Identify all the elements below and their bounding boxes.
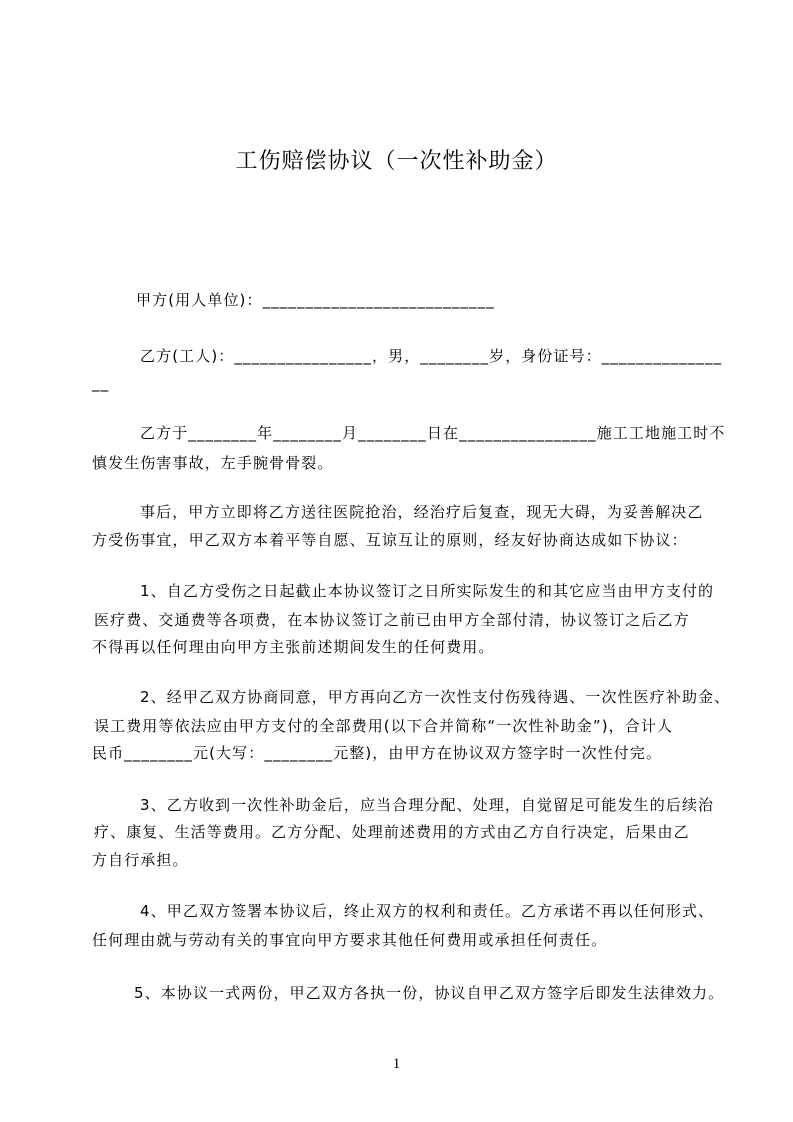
clause-1-line: 医疗费、交通费等各项费，在本协议签订之前已由甲方全部付清，协议签订之后乙方 [94,611,690,629]
clause-1-line: 不得再以任何理由向甲方主张前述期间发生的任何费用。 [92,638,495,656]
incident-line: 慎发生伤害事故，左手腕骨骨裂。 [92,454,334,472]
clause-2-line: 2、经甲乙双方协商同意，甲方再向乙方一次性支付伤残待遇、一次性医疗补助金、 [140,688,731,706]
party-a-line: 甲方(用人单位)：___________________________ [136,291,495,309]
clause-3-line: 3、乙方收到一次性补助金后，应当合理分配、处理，自觉留足可能发生的后续治 [140,796,715,814]
clause-3-line: 方自行承担。 [92,851,189,869]
party-b-line: 乙方(工人)：________________，男，________岁，身份证号：______________ [140,347,723,365]
aftermath-line: 事后，甲方立即将乙方送往医院抢治，经治疗后复查，现无大碍，为妥善解决乙 [140,503,704,521]
party-b-line-cont: __ [92,374,110,392]
clause-5-line: 5、本协议一式两份，甲乙双方各执一份，协议自甲乙双方签字后即发生法律效力。 [134,984,725,1002]
aftermath-line: 方受伤事宜，甲乙双方本着平等自愿、互谅互让的原则，经友好协商达成如下协议： [92,531,688,549]
page-number: 1 [392,1056,401,1072]
clause-2-line: 民币________元(大写：________元整)，由甲方在协议双方签字时一次性付完。 [92,744,663,762]
clause-4-line: 4、甲乙双方签署本协议后，终止双方的权利和责任。乙方承诺不再以任何形式、 [140,902,715,920]
clause-4-line: 任何理由就与劳动有关的事宜向甲方要求其他任何费用或承担任何责任。 [92,931,608,949]
incident-line: 乙方于________年________月________日在________________施工工地施工时不 [140,424,726,442]
document-title: 工伤赔偿协议（一次性补助金） [235,149,558,174]
clause-2-line: 误工费用等依法应由甲方支付的全部费用(以下合并简称“一次性补助金”)，合计人 [94,717,674,735]
clause-1-line: 1、自乙方受伤之日起截止本协议签订之日所实际发生的和其它应当由甲方支付的 [140,582,715,600]
clause-3-line: 疗、康复、生活等费用。乙方分配、处理前述费用的方式由乙方自行决定，后果由乙 [94,823,690,841]
